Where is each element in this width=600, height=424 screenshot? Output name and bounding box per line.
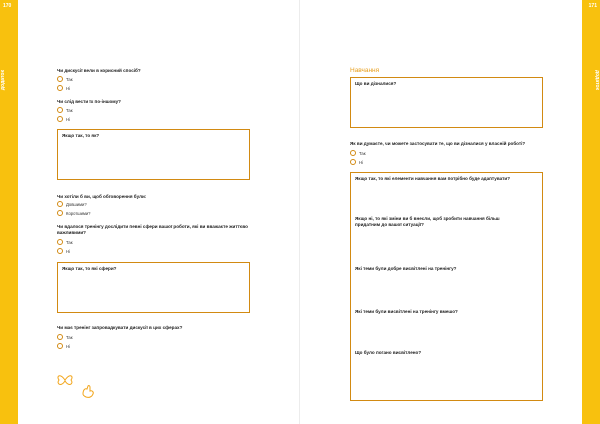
radio-option-shorter[interactable]: Коротшими? — [57, 210, 91, 216]
prompt-adapt-elements: Якщо так, то які елементи навчання вам потрібно буде адаптувати? — [355, 176, 511, 181]
radio-option-yes[interactable]: Так — [57, 76, 73, 82]
radio-option-yes[interactable]: Так — [57, 239, 73, 245]
side-label-left: додаток — [0, 70, 6, 91]
radio-button[interactable] — [57, 239, 63, 245]
side-label-right: додаток — [594, 70, 600, 91]
radio-button[interactable] — [57, 210, 63, 216]
radio-option-no[interactable]: Ні — [350, 159, 363, 165]
radio-option-yes[interactable]: Так — [57, 334, 73, 340]
prompt-covered-topics: Які теми були висвітлені на тренінгу вмешо? — [355, 309, 458, 314]
radio-button[interactable] — [350, 159, 356, 165]
radio-button[interactable] — [57, 76, 63, 82]
right-edge-strip — [582, 0, 600, 424]
radio-option-longer[interactable]: Довшими? — [57, 201, 87, 207]
answer-box-learning-review[interactable] — [350, 172, 543, 401]
radio-button[interactable] — [350, 150, 356, 156]
prompt-poorly-covered: Що було погано висвітлено? — [355, 350, 422, 355]
radio-option-no[interactable]: Ні — [57, 248, 70, 254]
page-number-left: 170 — [3, 3, 12, 9]
prompt-well-covered: Які теми були добре висвітлені на тренінгу? — [355, 266, 457, 271]
radio-button[interactable] — [57, 85, 63, 91]
radio-button[interactable] — [57, 334, 63, 340]
page-number-right: 171 — [588, 3, 597, 9]
question-other-way: Чи слід вести їх по-іншому? — [57, 99, 121, 104]
question-apply-learning: Як ви думаєте, чи можете застосувати те, що ви дізналися у власній роботі? — [350, 141, 526, 146]
answer-box-how[interactable]: Якщо так, то як? — [57, 129, 250, 180]
page-gutter — [299, 0, 300, 424]
section-title: Навчання — [350, 67, 380, 74]
radio-option-yes[interactable]: Так — [350, 150, 366, 156]
hand-icon — [80, 384, 96, 400]
radio-button[interactable] — [57, 248, 63, 254]
radio-option-yes[interactable]: Так — [57, 107, 73, 113]
radio-button[interactable] — [57, 107, 63, 113]
radio-button[interactable] — [57, 116, 63, 122]
answer-box-learned[interactable]: Що ви дізналися? — [350, 77, 543, 128]
radio-option-no[interactable]: Ні — [57, 85, 70, 91]
prompt-changes: Якщо ні, то які зміни ви б внесли, щоб зробити навчання більш придатним до вашої ситуації? — [355, 216, 500, 227]
radio-button[interactable] — [57, 201, 63, 207]
question-helpful-discussions: Чи дискусії вели в корисний спосіб? — [57, 68, 141, 73]
answer-box-areas[interactable]: Якщо так, то які сфери? — [57, 262, 250, 313]
radio-option-no[interactable]: Ні — [57, 343, 70, 349]
radio-option-no[interactable]: Ні — [57, 116, 70, 122]
radio-button[interactable] — [57, 343, 63, 349]
question-introduce-discussions: Чи має тренінг запровадкувати дискусії в цих сферах? — [57, 325, 183, 330]
butterfly-icon — [56, 371, 74, 389]
left-edge-strip — [0, 0, 18, 424]
question-explore-areas: Чи вдалося тренінгу дослідити певні сфери вашої роботи, які ви вважаєте життєво важливими? — [57, 224, 248, 235]
question-discussion-length: Чи хотіли б ви, щоб обговорення були: — [57, 194, 147, 199]
